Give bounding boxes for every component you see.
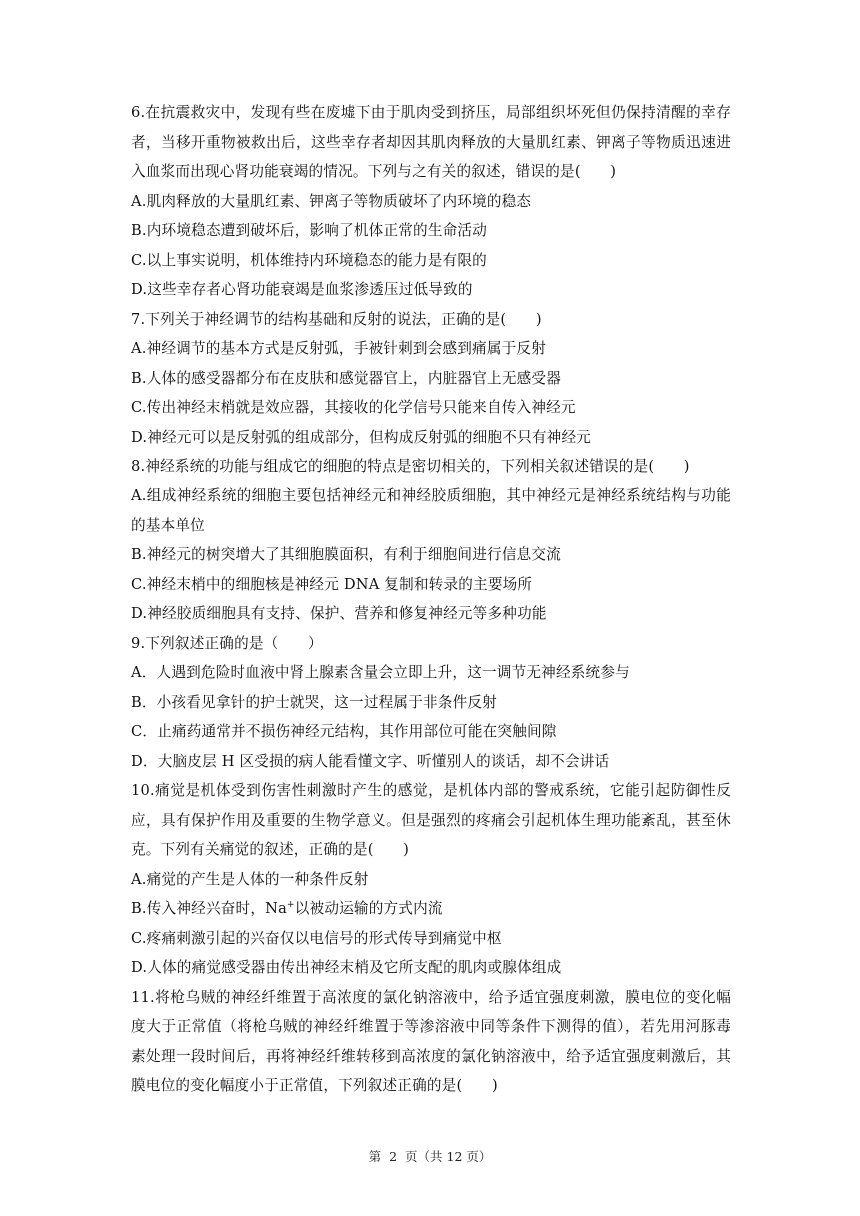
footer-middle: 页（共: [405, 1149, 443, 1164]
question-10-option-c: C.疼痛刺激引起的兴奋仅以电信号的形式传导到痛觉中枢: [131, 929, 502, 947]
footer-page-number: 2: [389, 1149, 398, 1164]
footer-suffix: 页）: [466, 1149, 492, 1164]
question-7-option-c: C.传出神经末梢就是效应器，其接收的化学信号只能来自传入神经元: [131, 399, 576, 416]
question-11-stem-line-2: 度大于正常值（将枪乌贼的神经纤维置于等渗溶液中同等条件下测得的值），若先用河豚毒: [131, 1018, 731, 1035]
footer-prefix: 第: [368, 1149, 382, 1164]
question-7-stem: 7.下列关于神经调节的结构基础和反射的说法，正确的是( ): [131, 310, 542, 328]
question-11-stem-line-3: 素处理一段时间后，再将神经纤维转移到高浓度的氯化钠溶液中，给予适宜强度刺激后，其: [131, 1047, 731, 1065]
question-9-option-d: D．大脑皮层 H 区受损的病人能看懂文字、听懂别人的谈话，却不会讲话: [131, 752, 610, 770]
question-11-stem-line-4: 膜电位的变化幅度小于正常值，下列叙述正确的是( ): [131, 1077, 498, 1094]
footer-total-pages: 12: [446, 1149, 463, 1164]
question-9-stem: 9.下列叙述正确的是（ ）: [131, 634, 323, 652]
question-9: [131, 629, 731, 777]
question-9-option-c: C．止痛药通常并不损伤神经元结构，其作用部位可能在突触间隙: [131, 723, 557, 740]
question-10-option-a: A.痛觉的产生是人体的一种条件反射: [131, 870, 369, 888]
question-6-option-c: C.以上事实说明，机体维持内环境稳态的能力是有限的: [131, 251, 487, 269]
question-8-stem: 8.神经系统的功能与组成它的细胞的特点是密切相关的，下列相关叙述错误的是( ): [131, 457, 690, 475]
question-7-option-d: D.神经元可以是反射弧的组成部分，但构成反射弧的细胞不只有神经元: [131, 428, 592, 446]
question-10-option-b-head: B.传入神经兴奋时，Na: [131, 900, 287, 917]
question-11: [131, 983, 731, 1101]
question-9-option-b: B．小孩看见拿针的护士就哭，这一过程属于非条件反射: [131, 693, 497, 711]
question-8: [131, 452, 731, 629]
question-content: [131, 98, 731, 1101]
question-6: [131, 98, 731, 305]
question-11-stem-line-1: 11.将枪乌贼的神经纤维置于高浓度的氯化钠溶液中，给予适宜强度刺激，膜电位的变化幅: [131, 988, 731, 1006]
question-6-stem-line-1: 6.在抗震救灾中，发现有些在废墟下由于肌肉受到挤压，局部组织坏死但仍保持清醒的幸存: [131, 104, 731, 121]
question-8-option-d: D.神经胶质细胞具有支持、保护、营养和修复神经元等多种功能: [131, 605, 547, 622]
question-10-option-b: [131, 894, 731, 924]
page-footer: [0, 1147, 860, 1165]
question-6-option-b: B.内环境稳态遭到破坏后，影响了机体正常的生命活动: [131, 222, 488, 239]
question-8-option-c: C.神经末梢中的细胞核是神经元 DNA 复制和转录的主要场所: [131, 575, 533, 593]
question-8-option-b: B.神经元的树突增大了其细胞膜面积，有利于细胞间进行信息交流: [131, 546, 561, 563]
question-10-option-d: D.人体的痛觉感受器由传出神经末梢及它所支配的肌肉或腺体组成: [131, 959, 562, 976]
question-10-stem-line-1: 10.痛觉是机体受到伤害性刺激时产生的感觉，是机体内部的警戒系统，它能引起防御性反: [131, 782, 731, 799]
question-6-option-a: A.肌肉释放的大量肌红素、钾离子等物质破坏了内环境的稳态: [131, 192, 532, 210]
question-8-option-a-line-1: A.组成神经系统的细胞主要包括神经元和神经胶质细胞，其中神经元是神经系统结构与功能: [131, 487, 731, 504]
question-10: [131, 776, 731, 983]
question-7-option-a: A.神经调节的基本方式是反射弧，手被针刺到会感到痛属于反射: [131, 340, 547, 357]
question-10-stem-line-3: 克。下列有关痛觉的叙述，正确的是( ): [131, 841, 410, 858]
question-9-option-a: A．人遇到危险时血液中肾上腺素含量会立即上升，这一调节无神经系统参与: [131, 664, 630, 681]
question-10-option-b-tail: 以被动运输的方式内流: [294, 900, 443, 917]
question-6-option-d: D.这些幸存者心肾功能衰竭是血浆渗透压过低导致的: [131, 281, 473, 298]
question-6-stem-line-2: 者，当移开重物被救出后，这些幸存者却因其肌肉释放的大量肌红素、钾离子等物质迅速进: [131, 133, 731, 151]
question-10-option-b-superscript: +: [286, 900, 295, 911]
question-7-option-b: B.人体的感受器都分布在皮肤和感觉器官上，内脏器官上无感受器: [131, 369, 561, 387]
question-7: [131, 305, 731, 446]
question-8-option-a-line-2: 的基本单位: [131, 516, 205, 534]
question-10-stem-line-2: 应，具有保护作用及重要的生物学意义。但是强烈的疼痛会引起机体生理功能紊乱，甚至休: [131, 811, 731, 829]
question-6-stem-line-3: 入血浆而出现心肾功能衰竭的情况。下列与之有关的叙述，错误的是( ): [131, 163, 617, 180]
